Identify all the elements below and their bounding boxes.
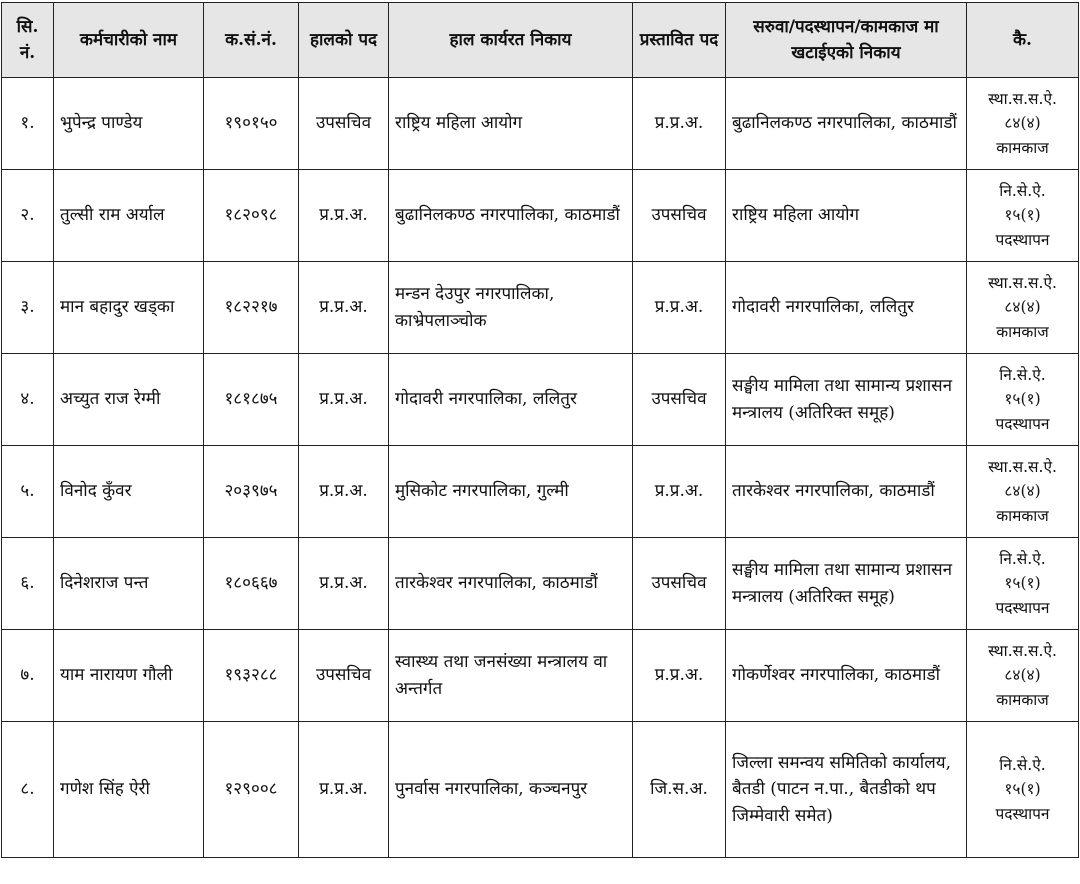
table-row [2,446,1079,538]
header-current-office: हाल कार्यरत निकाय [389,3,633,78]
header-current-post: हालको पद [299,3,389,78]
remark-type: पदस्थापन [995,230,1050,249]
cell-current-office: बुढानिलकण्ठ नगरपालिका, काठमाडौं [389,170,633,262]
remark-type: कामकाज [996,690,1049,709]
cell-proposed-post: प्र.प्र.अ. [633,78,726,170]
remark-section: ८४(४) [1004,114,1041,133]
cell-sn: ४. [2,354,54,446]
header-sn: सि. नं. [2,3,54,78]
cell-ks: १८२०९८ [204,170,299,262]
table-row [2,354,1079,446]
table-row [2,262,1079,354]
header-remarks: कै. [967,3,1079,78]
cell-name: अच्युत राज रेग्मी [54,354,204,446]
table-row [2,78,1079,170]
cell-proposed-post: उपसचिव [633,354,726,446]
cell-remarks [967,630,1079,722]
cell-current-post: प्र.प्र.अ. [299,538,389,630]
cell-current-office: स्वास्थ्य तथा जनसंख्या मन्त्रालय वा अन्तर्गत [389,630,633,722]
cell-name: तुल्सी राम अर्याल [54,170,204,262]
table-row [2,538,1079,630]
cell-current-office: राष्ट्रिय महिला आयोग [389,78,633,170]
header-name: कर्मचारीको नाम [54,3,204,78]
cell-name: मान बहादुर खड्का [54,262,204,354]
cell-ks: १८०६६७ [204,538,299,630]
cell-sn: ६. [2,538,54,630]
remark-act: स्था.स.स.ऐ. [988,458,1057,477]
cell-remarks [967,170,1079,262]
cell-proposed-post: प्र.प्र.अ. [633,630,726,722]
cell-proposed-post: प्र.प्र.अ. [633,262,726,354]
header-proposed-post: प्रस्तावित पद [633,3,726,78]
cell-current-office: मन्डन देउपुर नगरपालिका, काभ्रेपलाञ्चोक [389,262,633,354]
remark-type: पदस्थापन [995,804,1050,823]
cell-sn: ७. [2,630,54,722]
cell-assigned-office: जिल्ला समन्वय समितिको कार्यालय, बैतडी (पाटन न.पा., बैतडीको थप जिम्मेवारी समेत) [726,722,967,858]
cell-name: गणेश सिंह ऐरी [54,722,204,858]
cell-ks: १२९००८ [204,722,299,858]
cell-remarks [967,538,1079,630]
cell-current-post: प्र.प्र.अ. [299,722,389,858]
cell-current-post: प्र.प्र.अ. [299,262,389,354]
table-row [2,630,1079,722]
remark-section: ८४(४) [1004,666,1041,685]
cell-ks: १९०१५० [204,78,299,170]
remark-act: स्था.स.स.ऐ. [988,274,1057,293]
cell-current-post: उपसचिव [299,78,389,170]
cell-current-office: तारकेश्वर नगरपालिका, काठमाडौं [389,538,633,630]
remark-section: १५(१) [1004,206,1041,225]
cell-assigned-office: बुढानिलकण्ठ नगरपालिका, काठमाडौं [726,78,967,170]
cell-current-post: उपसचिव [299,630,389,722]
cell-name: विनोद कुँवर [54,446,204,538]
cell-sn: ५. [2,446,54,538]
cell-sn: ८. [2,722,54,858]
remark-act: नि.से.ऐ. [999,550,1046,569]
remark-type: कामकाज [996,138,1049,157]
remark-section: ८४(४) [1004,298,1041,317]
cell-proposed-post: उपसचिव [633,538,726,630]
remark-type: कामकाज [996,506,1049,525]
remark-section: ८४(४) [1004,482,1041,501]
remark-act: नि.से.ऐ. [999,182,1046,201]
header-ks: क.सं.नं. [204,3,299,78]
cell-remarks [967,722,1079,858]
cell-current-post: प्र.प्र.अ. [299,354,389,446]
cell-remarks [967,354,1079,446]
cell-name: दिनेशराज पन्त [54,538,204,630]
cell-sn: ३. [2,262,54,354]
cell-current-office: मुसिकोट नगरपालिका, गुल्मी [389,446,633,538]
cell-assigned-office: सङ्घीय मामिला तथा सामान्य प्रशासन मन्त्रालय (अतिरिक्त समूह) [726,354,967,446]
transfer-table [1,2,1079,858]
cell-name: याम नारायण गौली [54,630,204,722]
cell-remarks [967,78,1079,170]
cell-ks: १९३२८८ [204,630,299,722]
cell-assigned-office: सङ्घीय मामिला तथा सामान्य प्रशासन मन्त्रालय (अतिरिक्त समूह) [726,538,967,630]
cell-current-office: गोदावरी नगरपालिका, ललितुर [389,354,633,446]
cell-assigned-office: राष्ट्रिय महिला आयोग [726,170,967,262]
cell-sn: १. [2,78,54,170]
remark-section: १५(१) [1004,574,1041,593]
cell-current-office: पुनर्वास नगरपालिका, कञ्चनपुर [389,722,633,858]
remark-type: पदस्थापन [995,414,1050,433]
cell-assigned-office: गोकर्णेश्वर नगरपालिका, काठमाडौं [726,630,967,722]
cell-name: भुपेन्द्र पाण्डेय [54,78,204,170]
remark-act: नि.से.ऐ. [999,756,1046,775]
cell-proposed-post: जि.स.अ. [633,722,726,858]
remark-act: स्था.स.स.ऐ. [988,90,1057,109]
cell-ks: २०३९७५ [204,446,299,538]
remark-section: १५(१) [1004,780,1041,799]
cell-ks: १८२२१७ [204,262,299,354]
header-assigned-office: सरुवा/पदस्थापन/कामकाज मा खटाईएको निकाय [726,3,967,78]
header-row [2,3,1079,78]
remark-type: पदस्थापन [995,598,1050,617]
remark-act: नि.से.ऐ. [999,366,1046,385]
cell-current-post: प्र.प्र.अ. [299,446,389,538]
cell-proposed-post: प्र.प्र.अ. [633,446,726,538]
table-row [2,722,1079,858]
cell-sn: २. [2,170,54,262]
cell-ks: १८१८७५ [204,354,299,446]
cell-assigned-office: गोदावरी नगरपालिका, ललितुर [726,262,967,354]
cell-remarks [967,262,1079,354]
remark-section: १५(१) [1004,390,1041,409]
table-row [2,170,1079,262]
cell-assigned-office: तारकेश्वर नगरपालिका, काठमाडौं [726,446,967,538]
remark-type: कामकाज [996,322,1049,341]
cell-proposed-post: उपसचिव [633,170,726,262]
remark-act: स्था.स.स.ऐ. [988,642,1057,661]
cell-remarks [967,446,1079,538]
cell-current-post: प्र.प्र.अ. [299,170,389,262]
